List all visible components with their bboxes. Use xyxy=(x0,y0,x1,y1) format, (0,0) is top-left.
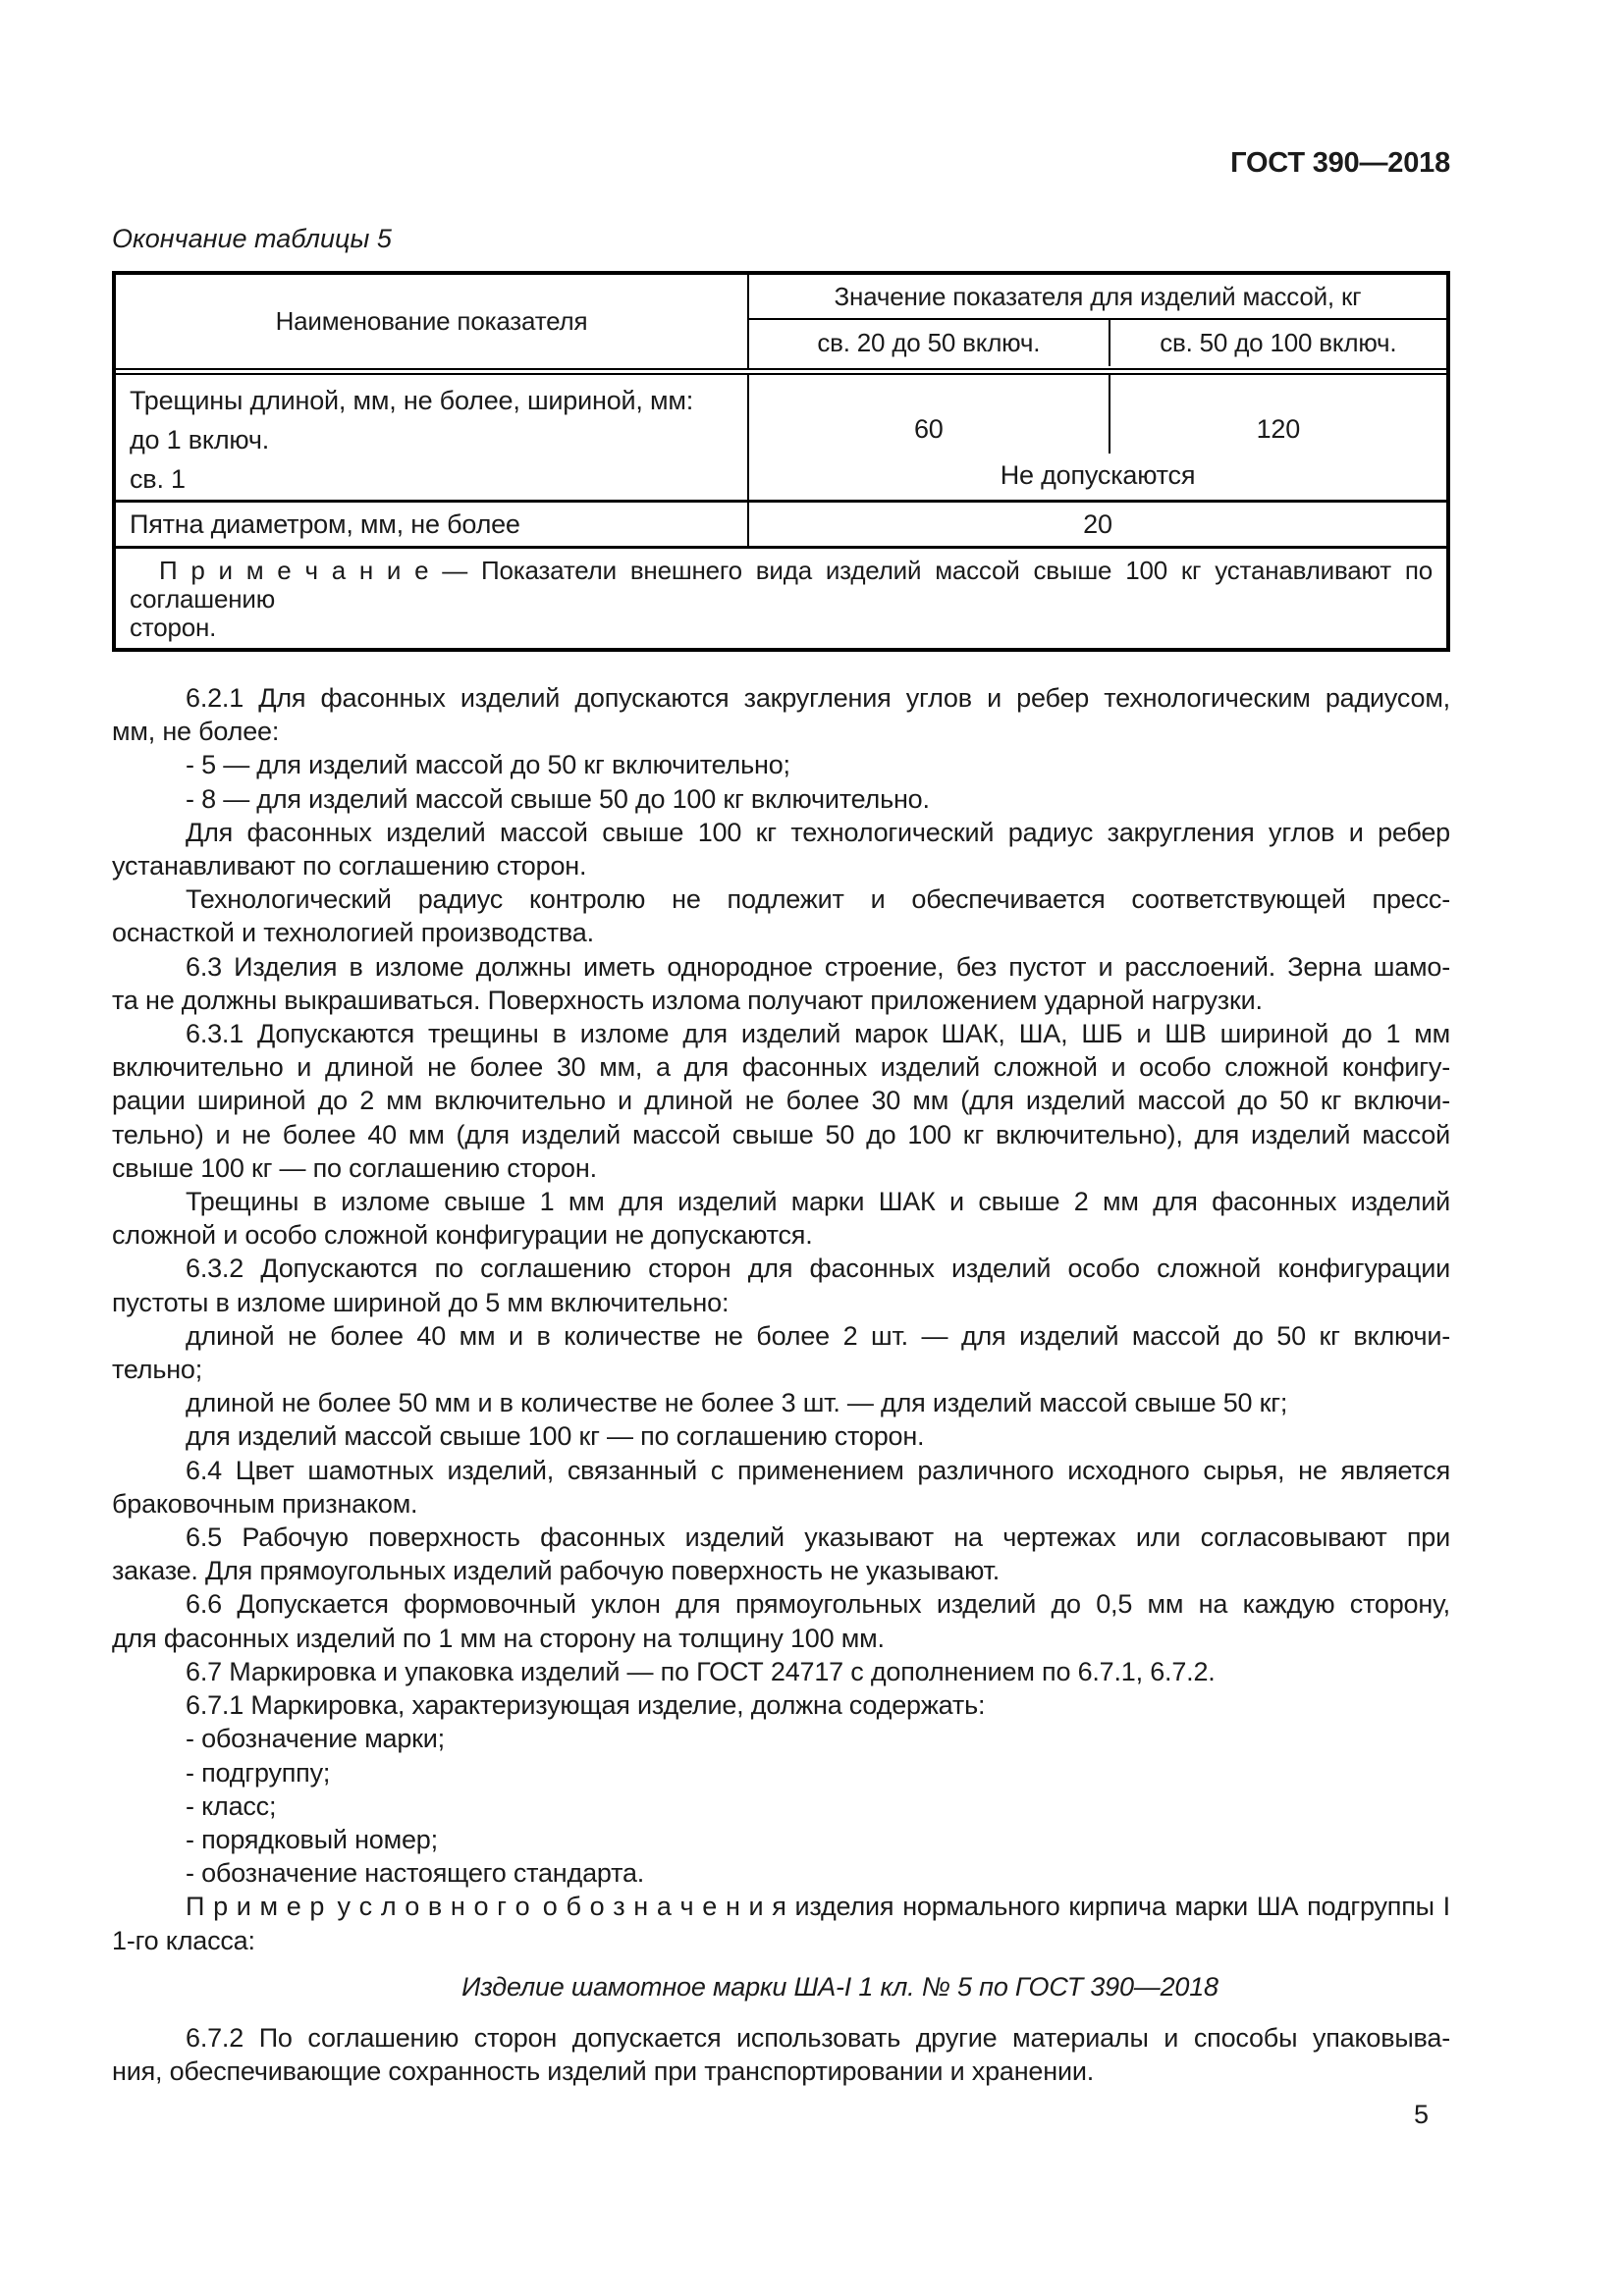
table-row-spots xyxy=(116,503,1446,549)
text-line: Трещины в изломе свыше 1 мм для изделий марки ШАК и свыше 2 мм для фасонных изделий xyxy=(186,1187,1450,1217)
paragraph xyxy=(112,1756,1450,1789)
cracks-value-50-100: 120 xyxy=(1109,375,1446,454)
text-line: - порядковый номер; xyxy=(186,1824,438,1854)
text-line: - 8 — для изделий массой свыше 50 до 100 кг включительно. xyxy=(186,783,930,814)
text-line: мм, не более: xyxy=(112,717,280,747)
paragraph xyxy=(112,1688,1450,1722)
table-row-cracks xyxy=(116,375,1446,503)
text-line: 6.7.2 По соглашению сторон допускается использовать другие материалы и способы упаковыва- xyxy=(186,2022,1450,2053)
text-line: 6.5 Рабочую поверхность фасонных изделий указывают на чертежах или согласовывают при xyxy=(186,1522,1450,1553)
table-5 xyxy=(112,271,1450,652)
text-line: - обозначение настоящего стандарта. xyxy=(186,1858,645,1889)
text-line: свыше 100 кг — по соглашению сторон. xyxy=(112,1152,597,1183)
table-header-name: Наименование показателя xyxy=(116,275,749,368)
paragraph xyxy=(112,1252,1450,1318)
text-line: - подгруппу; xyxy=(186,1757,331,1788)
body-text xyxy=(112,681,1450,2088)
doc-code: ГОСТ 390—2018 xyxy=(1230,147,1450,179)
table-header-col-50-100: св. 50 до 100 включ. xyxy=(1109,320,1446,366)
paragraph xyxy=(112,882,1450,949)
table-header xyxy=(116,275,1446,375)
text-line: устанавливают по соглашению сторон. xyxy=(112,851,587,881)
table-header-col-20-50: св. 20 до 50 включ. xyxy=(817,328,1041,357)
text-line: включительно и длиной не более 30 мм, а для фасонных изделий сложной и особо сложной конфигу- xyxy=(112,1052,1450,1083)
paragraph xyxy=(112,1655,1450,1688)
table-header-group: Значение показателя для изделий массой, кг xyxy=(749,275,1446,320)
text-line: П р и м е р у с л о в н о г о о б о з н а ч е н и я изделия нормального кирпича марки ША подгруппы I xyxy=(186,1892,1450,1922)
text-line: - класс; xyxy=(186,1790,277,1821)
cracks-name-line2: до 1 включ. xyxy=(130,425,270,454)
text-line: пустоты в изломе шириной до 5 мм включительно: xyxy=(112,1287,730,1317)
paragraph xyxy=(112,748,1450,781)
paragraph xyxy=(112,1823,1450,1856)
text-line: 1-го класса: xyxy=(112,1925,255,1955)
text-line: длиной не более 40 мм и в количестве не более 2 шт. — для изделий массой до 50 кг включи- xyxy=(186,1320,1450,1351)
cracks-value-over1: Не допускаются xyxy=(1000,460,1196,490)
paragraph xyxy=(112,782,1450,816)
cracks-name-line1: Трещины длиной, мм, не более, шириной, мм: xyxy=(130,386,694,415)
paragraph xyxy=(112,1521,1450,1587)
text-line: Технологический радиус контролю не подлежит и обеспечивается соответствующей пресс- xyxy=(186,884,1450,915)
text-line: 6.3.2 Допускаются по соглашению сторон для фасонных изделий особо сложной конфигурации xyxy=(186,1254,1450,1284)
paragraph xyxy=(112,950,1450,1017)
text-line: 6.7 Маркировка и упаковка изделий — по ГОСТ 24717 с дополнением по 6.7.1, 6.7.2. xyxy=(186,1656,1216,1686)
table-header-values xyxy=(749,275,1446,368)
text-line: оснасткой и технологией производства. xyxy=(112,918,594,948)
text-line: заказе. Для прямоугольных изделий рабочую поверхность не указывают. xyxy=(112,1556,1001,1586)
text-line: сложной и особо сложной конфигурации не допускаются. xyxy=(112,1220,813,1251)
text-line: тельно; xyxy=(112,1355,203,1385)
paragraph xyxy=(112,1722,1450,1755)
paragraph xyxy=(112,1319,1450,1386)
text-line: 6.3 Изделия в изломе должны иметь однородное строение, без пустот и расслоений. Зерна шамо- xyxy=(186,951,1450,982)
cracks-name-cell xyxy=(116,375,749,500)
text-line: 6.4 Цвет шамотных изделий, связанный с применением различного исходного сырья, не является xyxy=(186,1455,1450,1485)
text-line: та не должны выкрашиваться. Поверхность излома получают приложением ударной нагрузки. xyxy=(112,985,1263,1015)
spots-name-cell: Пятна диаметром, мм, не более xyxy=(116,503,749,546)
text-line: 6.2.1 Для фасонных изделий допускаются закругления углов и ребер технологическим радиусом, xyxy=(186,683,1450,713)
paragraph xyxy=(112,681,1450,748)
text-line: тельно) и не более 40 мм (для изделий массой свыше 50 до 100 кг включительно), для изделий массой xyxy=(112,1119,1450,1149)
text-line: Для фасонных изделий массой свыше 100 кг технологический радиус закругления углов и ребер xyxy=(186,817,1450,847)
example-designation: Изделие шамотное марки ША-I 1 кл. № 5 по ГОСТ 390—2018 xyxy=(461,1971,1218,2002)
page-number: 5 xyxy=(1413,2100,1429,2130)
text-line: ния, обеспечивающие сохранность изделий при транспортировании и хранении. xyxy=(112,2056,1095,2086)
text-line: - обозначение марки; xyxy=(186,1724,445,1754)
page-content xyxy=(112,0,1450,2129)
table-subheaders xyxy=(749,320,1446,366)
text-line: 6.7.1 Маркировка, характеризующая изделие, должна содержать: xyxy=(186,1690,986,1721)
text-line: рации шириной до 2 мм включительно и длиной не более 30 мм (для изделий массой до 50 кг включи- xyxy=(112,1086,1450,1116)
paragraph xyxy=(112,1890,1450,1956)
paragraph xyxy=(112,1454,1450,1521)
table-note-line1: П р и м е ч а н и е — Показатели внешнего вида изделий массой свыше 100 кг устанавливают по соглашению xyxy=(130,556,1433,614)
cracks-values-split xyxy=(749,375,1446,454)
text-line: - 5 — для изделий массой до 50 кг включительно; xyxy=(186,750,790,780)
cracks-name-line3: св. 1 xyxy=(130,464,186,494)
paragraph xyxy=(112,2021,1450,2088)
paragraph xyxy=(112,1185,1450,1252)
table-note xyxy=(116,549,1446,648)
paragraph xyxy=(112,1856,1450,1890)
cracks-values xyxy=(749,375,1446,500)
text-line: для фасонных изделий по 1 мм на сторону на толщину 100 мм. xyxy=(112,1623,885,1653)
spots-value: 20 xyxy=(1083,508,1112,539)
paragraph xyxy=(112,1017,1450,1185)
text-line: 6.6 Допускается формовочный уклон для прямоугольных изделий до 0,5 мм на каждую сторону, xyxy=(186,1589,1450,1620)
paragraph xyxy=(112,1587,1450,1654)
text-line: 6.3.1 Допускаются трещины в изломе для изделий марок ШАК, ША, ШБ и ШВ шириной до 1 мм xyxy=(186,1019,1450,1049)
table-caption: Окончание таблицы 5 xyxy=(112,224,392,253)
paragraph xyxy=(112,1789,1450,1823)
text-line: для изделий массой свыше 100 кг — по соглашению сторон. xyxy=(186,1421,925,1452)
paragraph xyxy=(112,816,1450,882)
text-line: длиной не более 50 мм и в количестве не более 3 шт. — для изделий массой свыше 50 кг; xyxy=(186,1388,1288,1418)
text-line: браковочным признаком. xyxy=(112,1488,418,1519)
paragraph xyxy=(112,1386,1450,1419)
paragraph xyxy=(112,1419,1450,1453)
cracks-value-20-50: 60 xyxy=(913,414,944,444)
table-note-line2: сторон. xyxy=(130,613,217,642)
